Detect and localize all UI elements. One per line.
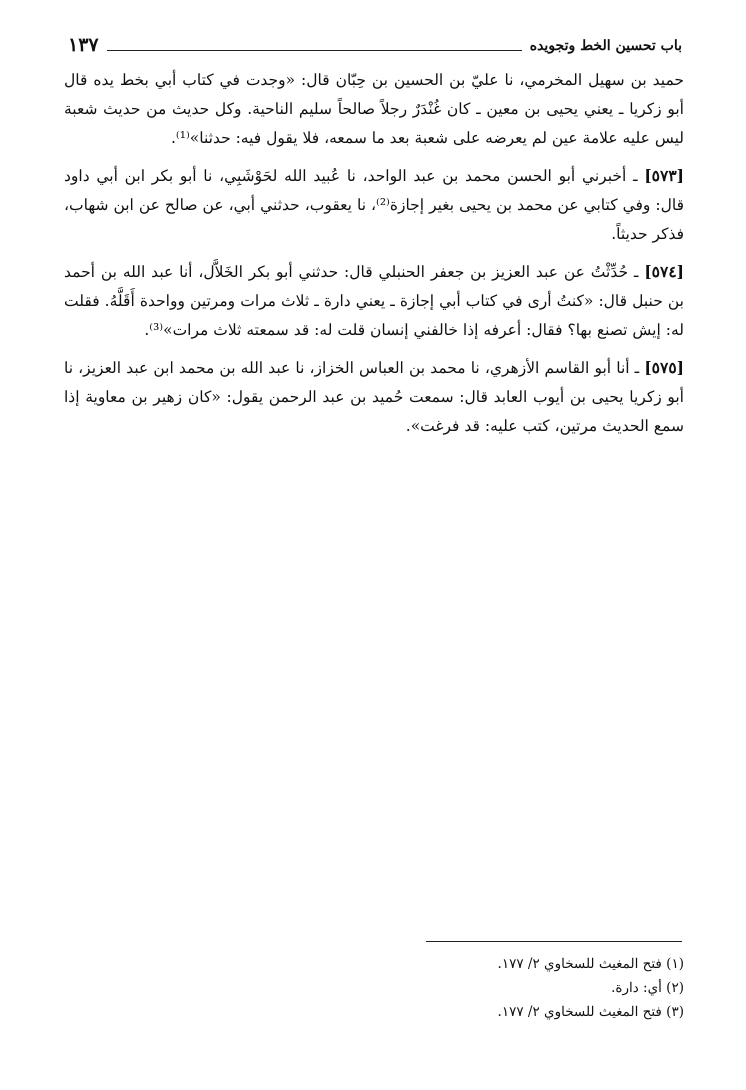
entry-574: [64, 257, 684, 345]
entry-text: ـ أنا أبو القاسم الأزهري، نا محمد بن العباس الخزاز، نا عبد الله بن محمد ابن عبد العزيز، نا أبو زكريا يحيى بن أيوب العابد قال: سمعت حُميد بن عبد الرحمن يقول: «كان زهير بن معاوية إذا سمع الحديث مرتين، كتب عليه: قد فرغت».: [64, 359, 684, 435]
main-text: [64, 66, 684, 449]
footnote-2: (٢) أي: دارة.: [611, 980, 684, 996]
entry-text: ـ حُدِّثْتُ عن عبد العزيز بن جعفر الحنبلي قال: حدثني أبو بكر الخَلاَّل، أنا عبد الله بن أحمد بن حنبل قال: «كنتُ أرى في كتاب أبي إجازة ـ يعني دارة ـ ثلاث مرات ومرتين وواحدة أَقَلَّهُ. فقلت له: إيش تصنع بها؟ فقال: أعرفه إذا خالفني إنسان قلت له: قد سمعته ثلاث مرات»⁽³⁾.: [64, 263, 684, 339]
paragraph-text: حميد بن سهيل المخرمي، نا عليّ بن الحسين بن حِبّان قال: «وجدت في كتاب أبي بخط يده قال أبو زكريا ـ يعني يحيى بن معين ـ كان غُنْدَرٌ رجلاً صالحاً سليم الناحية. وكل حديث من حديث شعبة ليس عليه علامة عين لم يعرضه على شعبة بعد ما سمعه، فلا يقول فيه: حدثنا»⁽¹⁾.: [64, 71, 684, 147]
footnote-3: (٣) فتح المغيث للسخاوي ٢/ ١٧٧.: [497, 1004, 684, 1020]
header-rule: [107, 50, 522, 51]
entry-number: [٥٧٤]: [644, 262, 684, 281]
footnote-separator: [426, 941, 682, 942]
running-header: [68, 26, 682, 56]
chapter-title: باب تحسين الخط وتجويده: [529, 38, 682, 54]
entry-text: ـ أخبرني أبو الحسن محمد بن عبد الواحد، نا عُبيد الله لحَوْشَبِي، نا أبو بكر ابن أبي داود قال: وفي كتابي عن محمد بن يحيى بغير إجازة⁽²⁾، نا يعقوب، حدثني أبي، عن صالح عن ابن شهاب، فذكر حديثاً.: [64, 167, 685, 243]
entry-number: [٥٧٣]: [644, 166, 684, 185]
entry-573: [64, 161, 684, 249]
entry-number: [٥٧٥]: [644, 358, 684, 377]
paragraph-continuation: [64, 66, 684, 153]
entry-575: [64, 353, 684, 441]
footnotes: [64, 952, 684, 1024]
page-number: ١٣٧: [68, 34, 99, 56]
footnote-1: (١) فتح المغيث للسخاوي ٢/ ١٧٧.: [497, 956, 684, 972]
